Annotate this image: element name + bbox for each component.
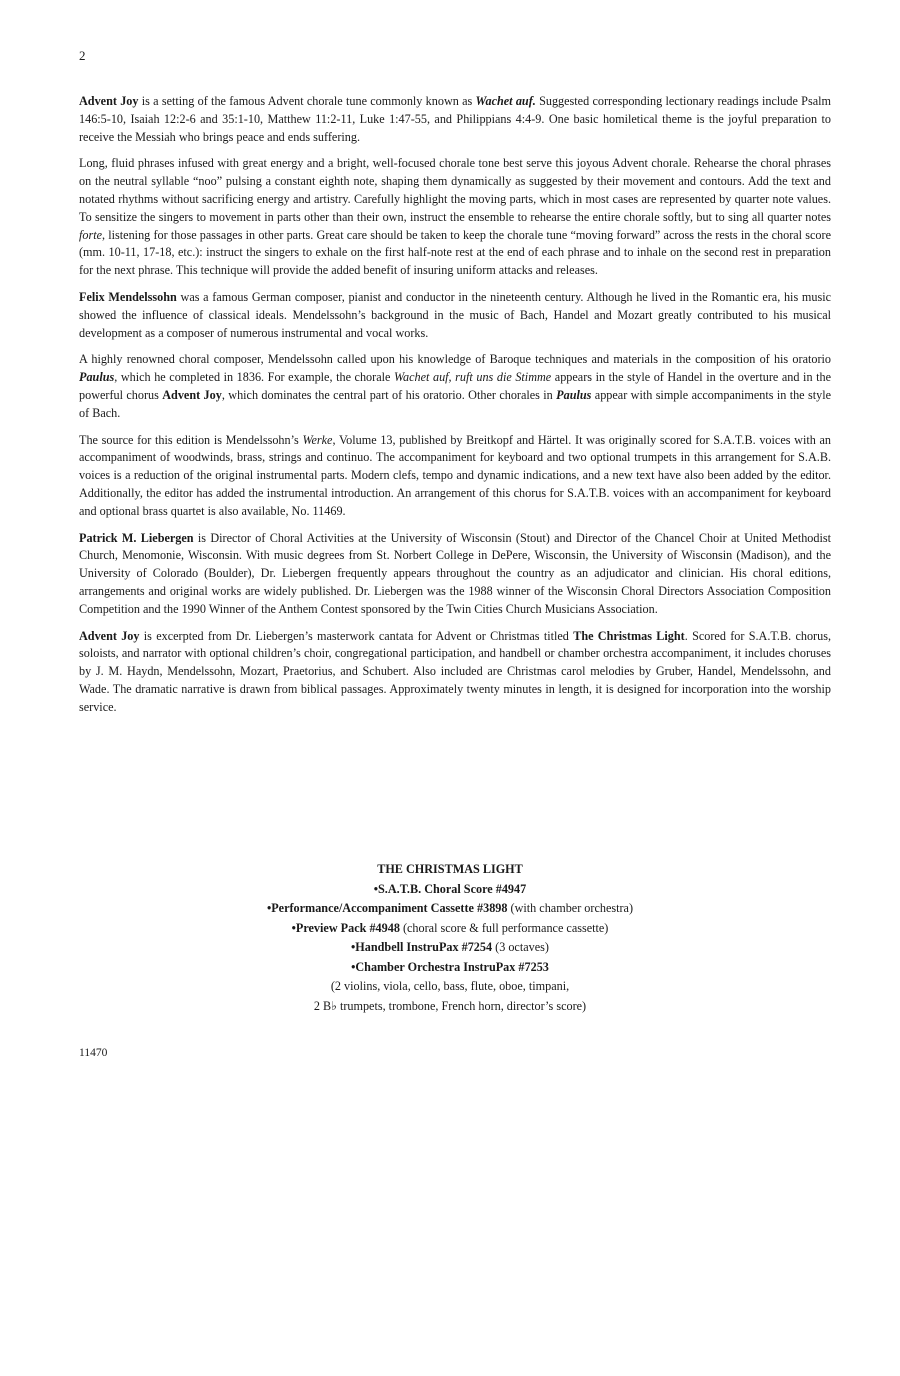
- title-advent-joy: Advent Joy: [79, 94, 139, 108]
- paragraph-rehearsal-notes: [79, 155, 831, 280]
- text-run: A highly renowned choral composer, Mendelssohn called upon his knowledge of Baroque techniques and materials in the composition of his oratorio: [79, 352, 831, 367]
- listing-item-label: •Handbell InstruPax #7254: [351, 940, 493, 954]
- listing-item-instrumentation-2: 2 B♭ trumpets, trombone, French horn, director’s score): [313, 998, 587, 1013]
- paragraph-paulus: [79, 351, 831, 422]
- title-werke: Werke: [302, 432, 333, 447]
- text-run: , which dominates the central part of his oratorio. Other chorales in: [221, 387, 557, 402]
- listing-item-detail: (with chamber orchestra): [507, 901, 634, 915]
- text-run: Suggested corresponding lectionary readings include Psalm 146:5-10, Isaiah 12:2-6 and 35:1-10, Matthew 11:2-11, Luke 1:47-55, and Philippians 4:4-9. One basic homiletical theme is the joyful preparation to receive the Messiah who brings peace and ends suffering.: [79, 94, 831, 144]
- listing-item-detail: (3 octaves): [492, 940, 549, 954]
- paragraph-mendelssohn-bio: [79, 289, 831, 342]
- text-run: , Volume 13, published by Breitkopf and Härtel. It was originally scored for S.A.T.B. voices with an accompaniment of woodwinds, brass, strings and continuo. The accompaniment for keyboard and two optional trumpets in this arrangement for S.A.B. voices is a reduction of the original instrumental parts. Modern clefs, tempo and dynamic indications, and a new text have also been added by the editor. Additionally, the editor has added the instrumental introduction. An arrangement of this chorus for S.A.T.B. voices with an accompaniment for keyboard and optional brass quartet is also available, No. 11469.: [79, 432, 831, 518]
- paragraph-source-edition: [79, 432, 831, 521]
- listing-item-label: •Preview Pack #4948: [291, 920, 400, 935]
- listing-heading: THE CHRISTMAS LIGHT: [377, 862, 523, 876]
- text-run: was a famous German composer, pianist and conductor in the nineteenth century. Although he lived in the Romantic era, his music showed the influence of classical ideals. Mendelssohn’s background in the music of Bach, Handel and Mozart greatly contributed to his musical development as a composer of numerous instrumental and vocal works.: [79, 289, 831, 340]
- listing-item-choral-score: •S.A.T.B. Choral Score #4947: [373, 881, 527, 896]
- text-run: , listening for those passages in other parts. Great care should be taken to keep the chorale tune “moving forward” across the rests in the choral score (mm. 10-11, 17-18, etc.): instruct the singers to exhale on the first half-note rest at the end of each phrase and to inhale on the second rest in preparation for the next phrase. This technique will provide the added benefit of insuring uniform attacks and releases.: [79, 227, 831, 278]
- listing-item-label: •Performance/Accompaniment Cassette #3898: [266, 901, 508, 915]
- title-wachet-auf-ruft: Wachet auf, ruft uns die Stimme: [393, 370, 552, 385]
- listing-item-chamber-orchestra: •Chamber Orchestra InstruPax #7253: [351, 959, 549, 974]
- text-run: is a setting of the famous Advent chorale tune commonly known as: [138, 94, 476, 108]
- body-text: [79, 93, 831, 726]
- text-run: appear with simple accompaniments in the style of Bach.: [79, 387, 831, 420]
- text-run: appears in the style of Handel in the overture and in the powerful chorus: [79, 370, 831, 402]
- tune-wachet-auf: Wachet auf.: [475, 94, 536, 108]
- title-advent-joy: Advent Joy: [162, 387, 222, 402]
- page-number: 2: [79, 48, 86, 63]
- paragraph-advent-joy-intro: [79, 93, 831, 146]
- term-forte: forte: [79, 227, 103, 242]
- name-felix-mendelssohn: Felix Mendelssohn: [79, 289, 177, 304]
- paragraph-cantata: [79, 628, 831, 717]
- listing-item-detail: (choral score & full performance cassette): [399, 920, 609, 935]
- listing-item-instrumentation-1: (2 violins, viola, cello, bass, flute, oboe, timpani,: [330, 979, 570, 993]
- name-patrick-liebergen: Patrick M. Liebergen: [79, 530, 194, 545]
- title-christmas-light: The Christmas Light: [573, 628, 685, 643]
- text-run: is Director of Choral Activities at the University of Wisconsin (Stout) and Director of the Chancel Choir at United Methodist Church, Menomonie, Wisconsin. With music degrees from St. Norbert College in DePere, Wisconsin, the University of Wisconsin (Madison), and the University of Colorado (Boulder), Dr. Liebergen frequently appears throughout the country as an adjudicator and clinician. His choral editions, arrangements and original works are widely published. Dr. Liebergen was the 1988 winner of the Wisconsin Choral Directors Association Composition Competition and the 1990 Winner of the Anthem Contest sponsored by the Twin Cities Church Musicians Association.: [79, 530, 831, 616]
- text-run: . Scored for S.A.T.B. chorus, soloists, and narrator with optional children’s choir, congregational participation, and handbell or chamber orchestra accompaniment, it includes choruses by J. M. Haydn, Mendelssohn, Mozart, Praetorius, and Schubert. Also included are Christmas carol melodies by Gruber, Handel, Mendelssohn, and Wade. The dramatic narrative is drawn from biblical passages. Approximately twenty minutes in length, it is designed for incorporation into the worship service.: [79, 628, 831, 714]
- product-listing: [0, 860, 900, 1016]
- title-advent-joy: Advent Joy: [79, 628, 140, 643]
- listing-item-preview-pack: [0, 919, 900, 939]
- text-run: , which he completed in 1836. For example, the chorale: [114, 370, 394, 385]
- title-paulus: Paulus: [79, 370, 115, 385]
- text-run: is excerpted from Dr. Liebergen’s masterwork cantata for Advent or Christmas titled: [139, 628, 574, 643]
- paragraph-liebergen-bio: [79, 530, 831, 619]
- title-paulus: Paulus: [556, 387, 592, 402]
- text-run: The source for this edition is Mendelssohn’s: [79, 432, 303, 447]
- listing-item-handbell: [0, 938, 900, 958]
- listing-item-cassette: [0, 899, 900, 919]
- catalog-number: 11470: [79, 1047, 108, 1059]
- text-run: Long, fluid phrases infused with great energy and a bright, well-focused chorale tone best serve this joyous Advent chorale. Rehearse the choral phrases on the neutral syllable “noo” pulsing a constant eighth note, shaping them dynamically as suggested by their movement and contours. Add the text and notated rhythms without sacrificing energy and artistry. Carefully highlight the moving parts, which in most cases are represented by quarter note values. To sensitize the singers to movement in parts other than their own, instruct the ensemble to rehearse the entire chorale softly, but to sing all quarter notes: [79, 156, 831, 224]
